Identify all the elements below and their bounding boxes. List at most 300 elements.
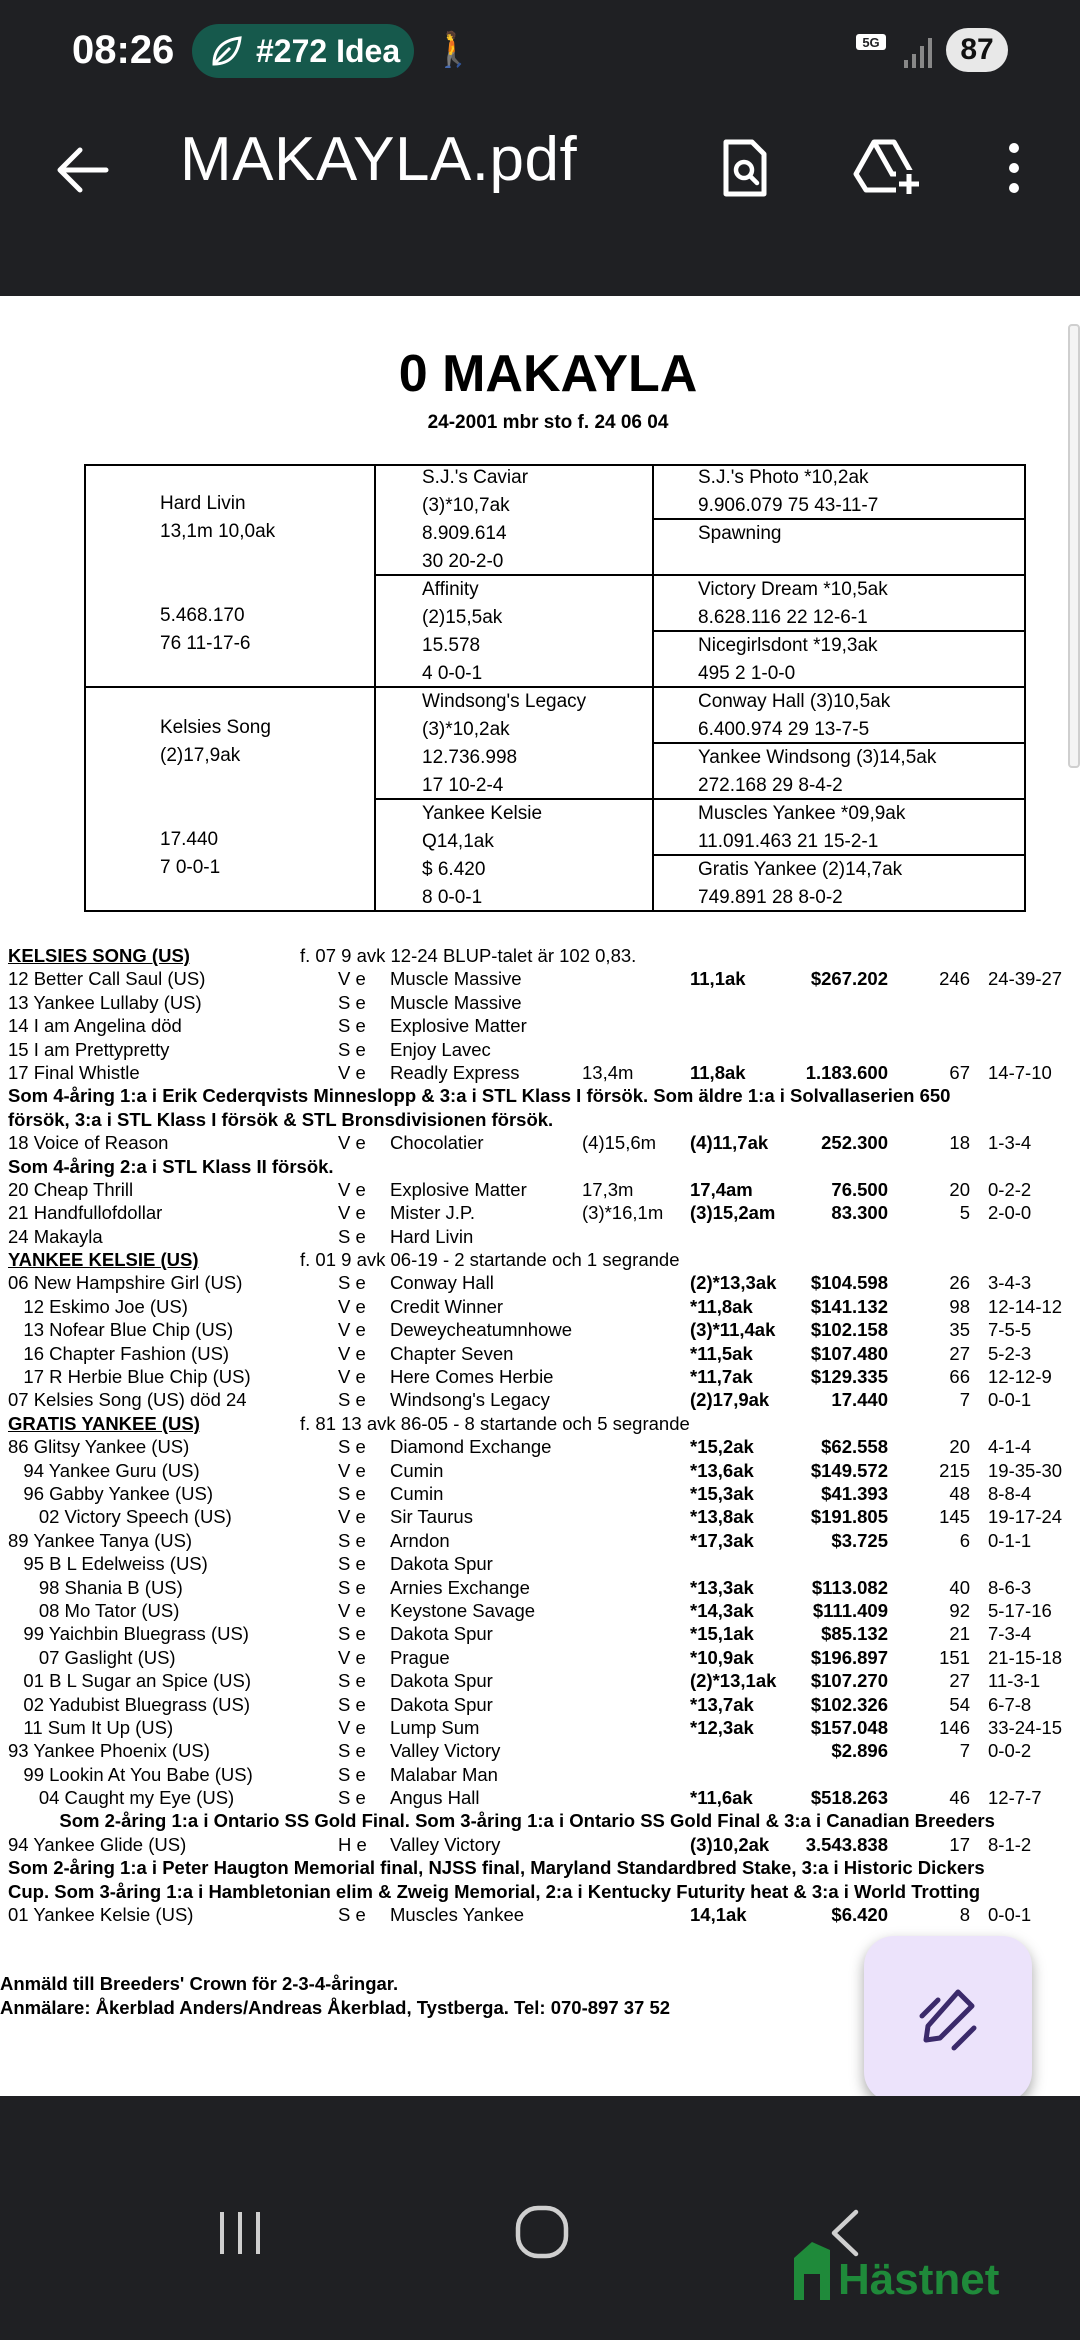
- sex-code: S e: [338, 1015, 366, 1037]
- race-note: [8, 1809, 1080, 1832]
- sex-code: V e: [338, 1599, 366, 1621]
- sire-name: Keystone Savage: [390, 1599, 536, 1621]
- offspring-name: 13 Yankee Lullaby (US): [8, 991, 202, 1013]
- sire-name: Cumin: [390, 1482, 444, 1504]
- recent-apps-icon[interactable]: [216, 2208, 266, 2258]
- placings: 33-24-15: [988, 1716, 1063, 1738]
- offspring-row: [8, 1716, 1080, 1739]
- earnings: $41.393: [821, 1482, 888, 1504]
- section-header: [8, 944, 1080, 967]
- offspring-name: 04 Caught my Eye (US): [8, 1787, 235, 1809]
- sex-code: S e: [338, 1623, 366, 1645]
- record-auto: (2)*13,3ak: [690, 1272, 777, 1294]
- offspring-name: 24 Makayla: [8, 1225, 103, 1247]
- earnings: $6.420: [831, 1904, 888, 1926]
- offspring-name: 01 Yankee Kelsie (US): [8, 1904, 194, 1926]
- sex-code: V e: [338, 1295, 366, 1317]
- record-auto: (3)10,2ak: [690, 1833, 770, 1855]
- placings: 0-2-2: [988, 1178, 1032, 1200]
- offspring-name: 12 Eskimo Joe (US): [8, 1295, 188, 1317]
- section-title: YANKEE KELSIE (US): [8, 1249, 199, 1271]
- ped-sdd: Nicegirlsdont *19,3ak 495 2 1-0-0: [698, 635, 878, 684]
- sex-code: V e: [338, 1132, 366, 1154]
- starts: 7: [959, 1740, 970, 1762]
- offspring-row: [8, 1669, 1080, 1692]
- offspring-row: [8, 1388, 1080, 1411]
- record-auto: (2)*13,1ak: [690, 1670, 777, 1692]
- earnings: $107.480: [810, 1342, 888, 1364]
- earnings: $267.202: [810, 968, 888, 990]
- sire-name: Muscle Massive: [390, 991, 522, 1013]
- sire-name: Sir Taurus: [390, 1506, 473, 1528]
- offspring-name: 14 I am Angelina död: [8, 1015, 182, 1037]
- back-arrow-icon[interactable]: [52, 140, 112, 200]
- sire-name: Windsong's Legacy: [390, 1389, 550, 1411]
- offspring-row: [8, 1903, 1080, 1926]
- offspring-row: [8, 1014, 1080, 1037]
- placings: 21-15-18: [988, 1646, 1063, 1668]
- sire-name: Valley Victory: [390, 1740, 501, 1762]
- sire-name: Explosive Matter: [390, 1015, 527, 1037]
- earnings: 252.300: [821, 1132, 888, 1154]
- placings: 0-0-1: [988, 1389, 1032, 1411]
- sex-code: S e: [338, 1693, 366, 1715]
- offspring-row: [8, 1599, 1080, 1622]
- record-auto: *17,3ak: [690, 1529, 754, 1551]
- sex-code: V e: [338, 1366, 366, 1388]
- ped-sire-sire: S.J.'s Caviar (3)*10,7ak 8.909.614 30 20-2-0: [422, 467, 529, 572]
- starts: 5: [959, 1202, 970, 1224]
- placings: 0-0-1: [988, 1904, 1032, 1926]
- race-note: [8, 1880, 1080, 1903]
- sire-name: Cumin: [390, 1459, 444, 1481]
- walking-icon: 🚶: [432, 31, 475, 69]
- sex-code: S e: [338, 1763, 366, 1785]
- earnings: $149.572: [810, 1459, 888, 1481]
- app-toolbar: [0, 100, 1080, 296]
- status-time: 08:26: [72, 28, 175, 72]
- race-note: [8, 1856, 1080, 1879]
- race-note-text: Som 2-åring 1:a i Ontario SS Gold Final. Som 3-åring 1:a i Ontario SS Gold Final & 3:a i Canadian Breeders: [8, 1810, 995, 1832]
- doc-subtitle: 24-2001 mbr sto f. 24 06 04: [427, 412, 669, 433]
- starts: 215: [939, 1459, 970, 1481]
- section-info: f. 07 9 avk 12-24 BLUP-talet är 102 0,83.: [300, 945, 637, 966]
- sire-name: Readly Express: [390, 1061, 520, 1083]
- sex-code: V e: [338, 1342, 366, 1364]
- placings: 6-7-8: [988, 1693, 1032, 1715]
- placings: 0-0-2: [988, 1740, 1032, 1762]
- sex-code: V e: [338, 1646, 366, 1668]
- system-nav-bar: [0, 2096, 1080, 2340]
- sex-code: S e: [338, 1904, 366, 1926]
- section-info: f. 81 13 avk 86-05 - 8 startande och 5 segrande: [300, 1412, 690, 1434]
- starts: 246: [939, 968, 970, 990]
- sex-code: S e: [338, 1670, 366, 1692]
- earnings: $85.132: [821, 1623, 888, 1645]
- ped-sss: S.J.'s Photo *10,2ak 9.906.079 75 43-11-7: [698, 467, 879, 516]
- offspring-name: 08 Mo Tator (US): [8, 1599, 180, 1621]
- more-options-icon[interactable]: [996, 136, 1032, 200]
- offspring-row: [8, 1505, 1080, 1528]
- status-bar: [0, 0, 1080, 100]
- offspring-name: 96 Gabby Yankee (US): [8, 1482, 213, 1504]
- offspring-row: [8, 1038, 1080, 1061]
- section-header: [8, 1412, 1080, 1435]
- offspring-row: [8, 1365, 1080, 1388]
- ped-dam-dam: Yankee Kelsie Q14,1ak $ 6.420 8 0-0-1: [422, 803, 543, 908]
- offspring-name: 02 Yadubist Bluegrass (US): [8, 1693, 250, 1715]
- sire-name: Muscle Massive: [390, 968, 522, 990]
- earnings: 76.500: [831, 1178, 888, 1200]
- offspring-row: [8, 1318, 1080, 1341]
- starts: 145: [939, 1506, 970, 1528]
- sex-code: V e: [338, 1202, 366, 1224]
- offspring-row: [8, 1552, 1080, 1575]
- sex-code: S e: [338, 1576, 366, 1598]
- offspring-name: 95 B L Edelweiss (US): [8, 1553, 208, 1575]
- offspring-name: 94 Yankee Guru (US): [8, 1459, 200, 1481]
- ped-ssd: Spawning: [698, 523, 782, 544]
- placings: 14-7-10: [988, 1061, 1052, 1083]
- offspring-row: [8, 1763, 1080, 1786]
- placings: 8-1-2: [988, 1833, 1032, 1855]
- sire-name: Chapter Seven: [390, 1342, 514, 1364]
- placings: 7-5-5: [988, 1319, 1032, 1341]
- sex-code: S e: [338, 1038, 366, 1060]
- ped-ddd: Gratis Yankee (2)14,7ak 749.891 28 8-0-2: [698, 859, 903, 908]
- pedigree-table: [84, 464, 1026, 912]
- pdf-page: [0, 296, 1080, 2096]
- doc-title: 0 MAKAYLA: [398, 345, 698, 403]
- record-auto: *15,2ak: [690, 1436, 754, 1458]
- earnings: $102.326: [810, 1693, 888, 1715]
- record-auto: 11,1ak: [690, 968, 746, 990]
- starts: 20: [949, 1178, 970, 1200]
- ped-sire-dam: Affinity (2)15,5ak 15.578 4 0-0-1: [422, 579, 503, 684]
- pill-label: #272 Idea: [256, 33, 401, 69]
- section-title: KELSIES SONG (US): [8, 945, 190, 966]
- scrollbar[interactable]: [1068, 324, 1080, 768]
- sex-code: S e: [338, 1787, 366, 1809]
- section-header: [8, 1248, 1080, 1271]
- sex-code: V e: [338, 1319, 366, 1341]
- earnings: $3.725: [831, 1529, 888, 1551]
- sex-code: S e: [338, 1740, 366, 1762]
- sire-name: Valley Victory: [390, 1833, 501, 1855]
- signal-icon: [856, 32, 936, 72]
- offspring-name: 07 Gaslight (US): [8, 1646, 176, 1668]
- sex-code: S e: [338, 1389, 366, 1411]
- record-auto: *13,6ak: [690, 1459, 754, 1481]
- starts: 98: [949, 1295, 970, 1317]
- starts: 18: [949, 1132, 970, 1154]
- placings: 12-14-12: [988, 1295, 1063, 1317]
- earnings: $518.263: [810, 1787, 888, 1809]
- starts: 54: [949, 1693, 970, 1715]
- offspring-name: 94 Yankee Glide (US): [8, 1833, 187, 1855]
- offspring-row: [8, 1342, 1080, 1365]
- ped-dam: Kelsies Song (2)17,9ak: [160, 717, 271, 766]
- sire-name: Diamond Exchange: [390, 1436, 552, 1458]
- offspring-name: 89 Yankee Tanya (US): [8, 1529, 193, 1551]
- starts: 35: [949, 1319, 970, 1341]
- record-auto: *13,7ak: [690, 1693, 754, 1715]
- sire-name: Enjoy Lavec: [390, 1038, 491, 1060]
- race-note-text: Som 4-åring 1:a i Erik Cederqvists Minneslopp & 3:a i STL Klass I försök. Som äldre 1:a i Solvallaserien 650: [8, 1085, 951, 1107]
- record-auto: *11,7ak: [690, 1366, 753, 1388]
- record-auto: *12,3ak: [690, 1716, 754, 1738]
- record-auto: *11,6ak: [690, 1787, 753, 1809]
- placings: 3-4-3: [988, 1272, 1032, 1294]
- earnings: $141.132: [810, 1295, 888, 1317]
- placings: 5-17-16: [988, 1599, 1052, 1621]
- placings: 8-6-3: [988, 1576, 1032, 1598]
- earnings: $129.335: [810, 1366, 888, 1388]
- offspring-name: 02 Victory Speech (US): [8, 1506, 232, 1528]
- earnings: $107.270: [810, 1670, 888, 1692]
- offspring-name: 15 I am Prettypretty: [8, 1038, 170, 1060]
- earnings: $2.896: [831, 1740, 888, 1762]
- sire-name: Conway Hall: [390, 1272, 494, 1294]
- offspring-name: 18 Voice of Reason: [8, 1132, 169, 1154]
- sire-name: Muscles Yankee: [390, 1904, 525, 1926]
- sex-code: S e: [338, 1272, 366, 1294]
- ped-sire-stats: 5.468.170 76 11-17-6: [160, 605, 251, 654]
- offspring-name: 98 Shania B (US): [8, 1576, 183, 1598]
- offspring-name: 21 Handfullofdollar: [8, 1202, 163, 1224]
- sire-name: Here Comes Herbie: [390, 1366, 554, 1388]
- sex-code: V e: [338, 1178, 366, 1200]
- earnings: 3.543.838: [805, 1833, 888, 1855]
- race-note-text: Som 2-åring 1:a i Peter Haugton Memorial final, NJSS final, Maryland Standardbred Stake, 3:a i Historic Dickers: [8, 1857, 985, 1879]
- sire-name: Arndon: [390, 1529, 450, 1551]
- starts: 27: [949, 1670, 970, 1692]
- race-note: [8, 1108, 1080, 1131]
- earnings: $191.805: [810, 1506, 888, 1528]
- annotate-button[interactable]: [864, 1936, 1032, 2102]
- offspring-name: 07 Kelsies Song (US) död 24: [8, 1389, 247, 1411]
- record-mile: (4)15,6m: [582, 1132, 657, 1154]
- ped-dsd: Yankee Windsong (3)14,5ak 272.168 29 8-4-2: [698, 747, 937, 796]
- earnings: $157.048: [810, 1716, 888, 1738]
- offspring-row: [8, 1482, 1080, 1505]
- sire-name: Explosive Matter: [390, 1178, 527, 1200]
- battery-indicator: 87: [946, 28, 1008, 72]
- ped-dam-sire: Windsong's Legacy (3)*10,2ak 12.736.998 17 10-2-4: [422, 691, 587, 796]
- offspring-row: [8, 1435, 1080, 1458]
- ped-dss: Conway Hall (3)10,5ak 6.400.974 29 13-7-5: [698, 691, 891, 740]
- starts: 46: [949, 1787, 970, 1809]
- placings: 12-7-7: [988, 1787, 1042, 1809]
- starts: 40: [949, 1576, 970, 1598]
- sire-name: Mister J.P.: [390, 1202, 475, 1224]
- record-mile: 13,4m: [582, 1061, 634, 1083]
- starts: 26: [949, 1272, 970, 1294]
- starts: 7: [959, 1389, 970, 1411]
- earnings: $102.158: [810, 1319, 888, 1341]
- sex-code: S e: [338, 1529, 366, 1551]
- sex-code: V e: [338, 1061, 366, 1083]
- race-note-text: Cup. Som 3-åring 1:a i Hambletonian elim & Zweig Memorial, 2:a i Kentucky Futurity heat & 3:a i World Trotting: [8, 1880, 981, 1902]
- record-auto: *13,8ak: [690, 1506, 754, 1528]
- sex-code: V e: [338, 968, 366, 990]
- starts: 66: [949, 1366, 970, 1388]
- logo-text: Hästnet: [838, 2255, 1000, 2304]
- placings: 8-8-4: [988, 1482, 1032, 1504]
- sex-code: V e: [338, 1506, 366, 1528]
- race-note-text: Som 4-åring 2:a i STL Klass II försök.: [8, 1155, 334, 1177]
- sire-name: Prague: [390, 1646, 450, 1668]
- starts: 92: [949, 1599, 970, 1621]
- offspring-row: [8, 1061, 1080, 1084]
- offspring-name: 06 New Hampshire Girl (US): [8, 1272, 243, 1294]
- ped-sds: Victory Dream *10,5ak 8.628.116 22 12-6-1: [698, 579, 888, 628]
- save-to-drive-icon[interactable]: [852, 136, 924, 200]
- offspring-row: [8, 1646, 1080, 1669]
- record-auto: *11,8ak: [690, 1295, 753, 1317]
- pen-icon: [918, 1986, 978, 2052]
- placings: 11-3-1: [988, 1670, 1041, 1692]
- offspring-row: [8, 1833, 1080, 1856]
- earnings: $113.082: [811, 1576, 888, 1598]
- offspring-name: 17 Final Whistle: [8, 1061, 140, 1083]
- starts: 67: [949, 1061, 970, 1083]
- sex-code: V e: [338, 1716, 366, 1738]
- placings: 2-0-0: [988, 1202, 1032, 1224]
- sex-code: S e: [338, 1436, 366, 1458]
- sire-name: Angus Hall: [390, 1787, 480, 1809]
- offspring-name: 99 Lookin At You Babe (US): [8, 1763, 253, 1785]
- earnings: 1.183.600: [805, 1061, 888, 1083]
- sire-name: Hard Livin: [390, 1225, 474, 1247]
- sex-code: S e: [338, 1482, 366, 1504]
- race-note-text: försök, 3:a i STL Klass I försök & STL Bronsdivisionen försök.: [8, 1108, 554, 1130]
- footer-line: Anmälare: Åkerblad Anders/Andreas Åkerblad, Tystberga. Tel: 070-897 37 52: [0, 1997, 671, 2018]
- placings: 4-1-4: [988, 1436, 1032, 1458]
- offspring-row: [8, 1529, 1080, 1552]
- sire-name: Dakota Spur: [390, 1553, 493, 1575]
- offspring-listing: [8, 944, 1080, 1926]
- earnings: $62.558: [821, 1436, 888, 1458]
- record-auto: (2)17,9ak: [690, 1389, 770, 1411]
- record-auto: 14,1ak: [690, 1904, 747, 1926]
- sire-name: Malabar Man: [390, 1763, 498, 1785]
- record-auto: *11,5ak: [690, 1342, 753, 1364]
- earnings: 17.440: [831, 1389, 888, 1411]
- earnings: $104.598: [810, 1272, 888, 1294]
- file-title: MAKAYLA.pdf: [180, 125, 578, 194]
- starts: 151: [939, 1646, 970, 1668]
- network-label: 5G: [862, 35, 880, 50]
- record-auto: (4)11,7ak: [690, 1132, 769, 1154]
- ped-sire: Hard Livin 13,1m 10,0ak: [160, 493, 276, 542]
- offspring-row: [8, 1178, 1080, 1201]
- placings: 7-3-4: [988, 1623, 1032, 1645]
- home-icon[interactable]: [514, 2204, 570, 2260]
- offspring-name: 16 Chapter Fashion (US): [8, 1342, 230, 1364]
- ped-dds: Muscles Yankee *09,9ak 11.091.463 21 15-2-1: [698, 803, 906, 852]
- earnings: $196.897: [810, 1646, 888, 1668]
- record-auto: 11,8ak: [690, 1061, 746, 1083]
- sex-code: S e: [338, 1553, 366, 1575]
- offspring-name: 17 R Herbie Blue Chip (US): [8, 1366, 251, 1388]
- doc-footer: [0, 1972, 670, 2020]
- record-auto: *10,9ak: [690, 1646, 754, 1668]
- record-auto: *15,1ak: [690, 1623, 754, 1645]
- section-title: GRATIS YANKEE (US): [8, 1412, 200, 1434]
- offspring-row: [8, 1459, 1080, 1482]
- offspring-name: 20 Cheap Thrill: [8, 1178, 134, 1200]
- placings: 1-3-4: [988, 1132, 1032, 1154]
- earnings: $111.409: [812, 1599, 888, 1621]
- sex-code: S e: [338, 991, 366, 1013]
- offspring-name: 11 Sum It Up (US): [8, 1716, 174, 1738]
- leaf-icon: [208, 34, 244, 70]
- find-in-document-icon[interactable]: [712, 136, 776, 200]
- offspring-name: 13 Nofear Blue Chip (US): [8, 1319, 234, 1341]
- sire-name: Dakota Spur: [390, 1693, 493, 1715]
- sex-code: V e: [338, 1459, 366, 1481]
- notification-pill[interactable]: [192, 24, 414, 78]
- offspring-row: [8, 1295, 1080, 1318]
- starts: 146: [939, 1716, 970, 1738]
- placings: 12-12-9: [988, 1366, 1052, 1388]
- offspring-name: 01 B L Sugar an Spice (US): [8, 1670, 252, 1692]
- record-auto: (3)*11,4ak: [690, 1319, 776, 1341]
- race-note: [8, 1084, 1080, 1107]
- starts: 8: [959, 1904, 970, 1926]
- starts: 21: [949, 1623, 970, 1645]
- starts: 27: [949, 1342, 970, 1364]
- sire-name: Chocolatier: [390, 1132, 484, 1154]
- starts: 48: [949, 1482, 970, 1504]
- record-auto: (3)15,2am: [690, 1202, 776, 1224]
- starts: 17: [949, 1833, 970, 1855]
- record-auto: *14,3ak: [690, 1599, 754, 1621]
- sire-name: Dakota Spur: [390, 1623, 493, 1645]
- offspring-row: [8, 1225, 1080, 1248]
- offspring-row: [8, 1131, 1080, 1154]
- sire-name: Lump Sum: [390, 1716, 480, 1738]
- sire-name: Arnies Exchange: [390, 1576, 530, 1598]
- sex-code: H e: [338, 1833, 367, 1855]
- record-mile: (3)*16,1m: [582, 1202, 664, 1224]
- offspring-row: [8, 1622, 1080, 1645]
- record-auto: *15,3ak: [690, 1482, 754, 1504]
- offspring-name: 86 Glitsy Yankee (US): [8, 1436, 190, 1458]
- ped-dam-stats: 17.440 7 0-0-1: [160, 829, 221, 878]
- starts: 6: [959, 1529, 970, 1551]
- offspring-row: [8, 991, 1080, 1014]
- sire-name: Deweycheatumnhowe: [390, 1319, 573, 1341]
- placings: 0-1-1: [988, 1529, 1032, 1551]
- race-note: [8, 1155, 1080, 1178]
- sex-code: S e: [338, 1225, 366, 1247]
- earnings: 83.300: [831, 1202, 888, 1224]
- offspring-name: 99 Yaichbin Bluegrass (US): [8, 1623, 249, 1645]
- placings: 19-17-24: [988, 1506, 1063, 1528]
- document-viewer[interactable]: [0, 296, 1080, 2096]
- placings: 5-2-3: [988, 1342, 1032, 1364]
- record-mile: 17,3m: [582, 1178, 634, 1200]
- offspring-row: [8, 1739, 1080, 1762]
- offspring-name: 93 Yankee Phoenix (US): [8, 1740, 210, 1762]
- sire-name: Credit Winner: [390, 1295, 504, 1317]
- section-info: f. 01 9 avk 06-19 - 2 startande och 1 segrande: [300, 1249, 680, 1271]
- placings: 19-35-30: [988, 1459, 1063, 1481]
- offspring-row: [8, 1271, 1080, 1294]
- record-auto: 17,4am: [690, 1178, 753, 1200]
